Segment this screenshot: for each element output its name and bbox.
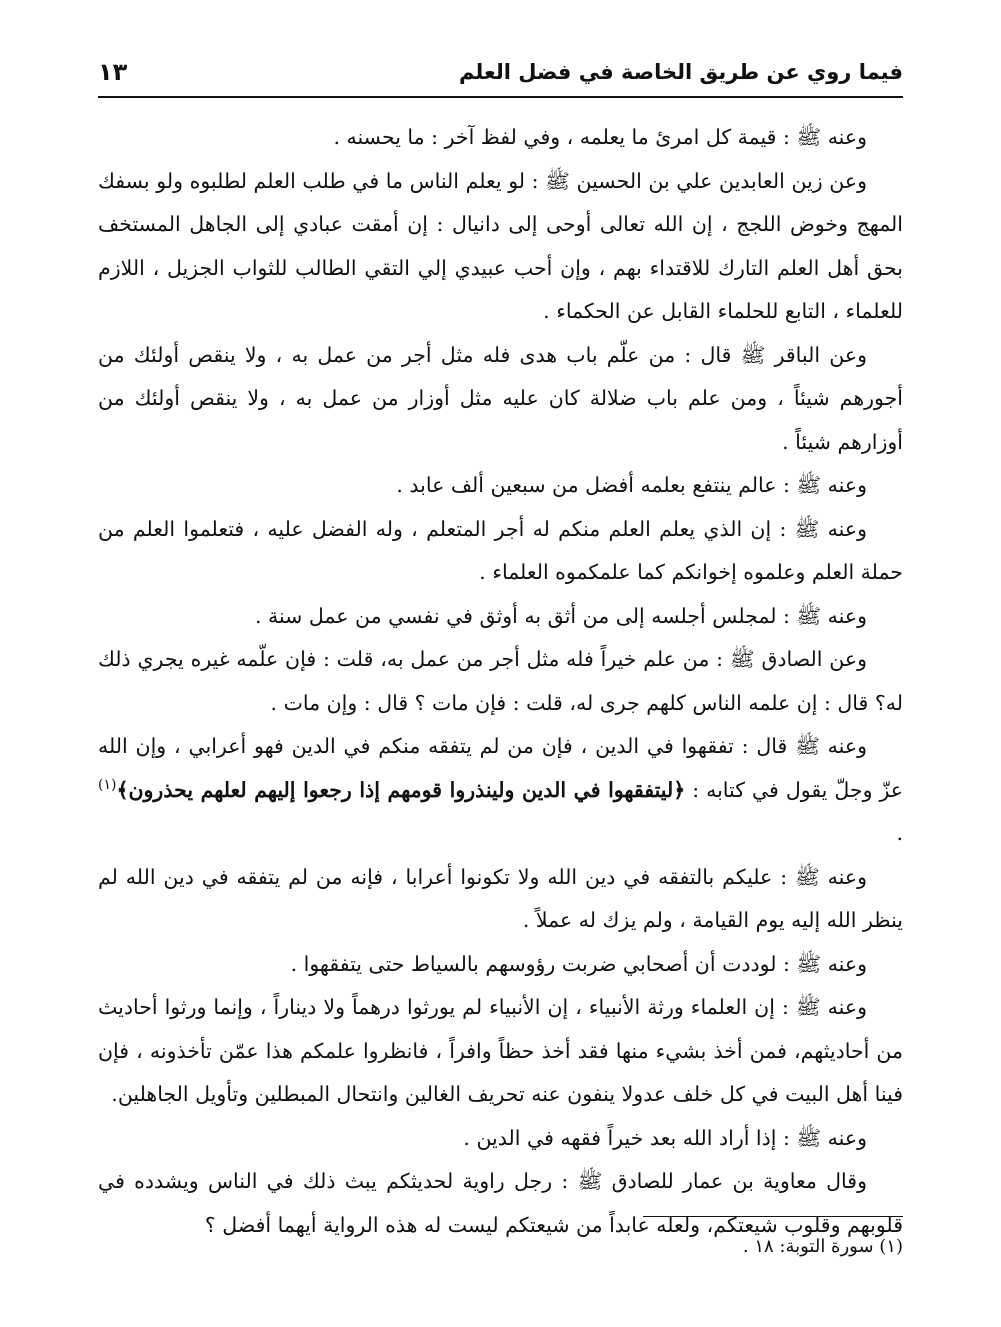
paragraph: وعنه ﷺ : إن العلماء ورثة الأنبياء ، إن الأنبياء لم يورثوا درهماً ولا ديناراً ، وإنما ورثوا أحاديث من أحاديثهم، فمن أخذ بشيء منها فقد أخذ حظاً وافراً ، فانظروا علمكم هذا عمّن تأخذونه ، فإن فينا أهل البيت في كل خلف عدولا ينفون عنه تحريف الغالين وانتحال المبطلين وتأويل الجاهلين. [98, 995, 903, 1106]
footnote-divider [643, 1216, 903, 1217]
paragraph: وعنه ﷺ : لوددت أن أصحابي ضربت رؤوسهم بالسياط حتى يتفقهوا . [290, 951, 867, 976]
verse-paragraph [98, 725, 903, 856]
paragraph: وعن زين العابدين علي بن الحسين ﷺ : لو يعلم الناس ما في طلب العلم لطلبوه ولو بسفك المهج وخوض اللجج ، إن الله تعالى أوحى إلى دانيال : إن أمقت عبادي إلى الجاهل المستخف بحق أهل العلم التارك للاقتداء بهم ، وإن أحب عبيدي إلي التقي الطالب للثواب الجزيل ، اللازم للعلماء ، التابع للحلماء القابل عن الحكماء . [98, 168, 903, 323]
page-number: ١٣ [98, 58, 128, 86]
paragraph-text-end: . [896, 821, 903, 845]
running-title: فيما روي عن طريق الخاصة في فضل العلم [458, 60, 903, 84]
footnote-marker[interactable]: (١) [98, 776, 117, 793]
paragraph: وعنه ﷺ : إذا أراد الله بعد خيراً فقهه في الدين . [463, 1125, 867, 1150]
paragraph: وعنه ﷺ : عالم ينتفع بعلمه أفضل من سبعين ألف عابد . [396, 473, 867, 497]
footnote: (١) سورة التوبة: ١٨ . [742, 1236, 903, 1257]
quran-verse: ﴿ليتفقهوا في الدين ولينذروا قومهم إذا رجعوا إليهم لعلهم يحذرون﴾ [116, 777, 686, 802]
paragraph: وعنه ﷺ : لمجلس أجلسه إلى من أثق به أوثق في نفسي من عمل سنة . [254, 603, 867, 628]
paragraph-text: وعنه ﷺ قال : تفقهوا في الدين ، فإن من لم يتفقه منكم في الدين فهو أعرابي ، وإن الله عزّ وجلّ يقول في كتابه : [98, 734, 903, 802]
main-text [98, 116, 903, 1247]
paragraph: وعن الصادق ﷺ : من علم خيراً فله مثل أجر من عمل به، قلت : فإن علّمه غيره يجري ذلك له؟ قال : إن علمه الناس كلهم جرى له، قلت : فإن مات ؟ قال : وإن مات . [98, 647, 903, 715]
paragraph: وعن الباقر ﷺ قال : من علّم باب هدى فله مثل أجر من عمل به ، ولا ينقص أولئك من أجورهم شيئاً ، ومن علم باب ضلالة كان عليه مثل أوزار من عمل به ، ولا ينقص أولئك من أوزارهم شيئاً . [98, 342, 903, 454]
paragraph: وقال معاوية بن عمار للصادق ﷺ : رجل راوية لحديثكم يبث ذلك في الناس ويشدده في قلوبهم وقلوب شيعتكم، ولعله عابداً من شيعتكم ليست له هذه الرواية أيهما أفضل ؟ [98, 1169, 903, 1237]
paragraph: وعنه ﷺ : عليكم بالتفقه في دين الله ولا تكونوا أعرابا ، فإنه من لم يتفقه في دين الله لم ينظر الله إليه يوم القيامة ، ولم يزك له عملاً . [98, 864, 903, 932]
paragraph: وعنه ﷺ : إن الذي يعلم العلم منكم له أجر المتعلم ، وله الفضل عليه ، فتعلموا العلم من حملة العلم وعلموه إخوانكم كما علمكموه العلماء . [98, 516, 903, 584]
paragraph: وعنه ﷺ : قيمة كل امرئ ما يعلمه ، وفي لفظ آخر : ما يحسنه . [333, 125, 867, 149]
page-header [98, 52, 903, 98]
